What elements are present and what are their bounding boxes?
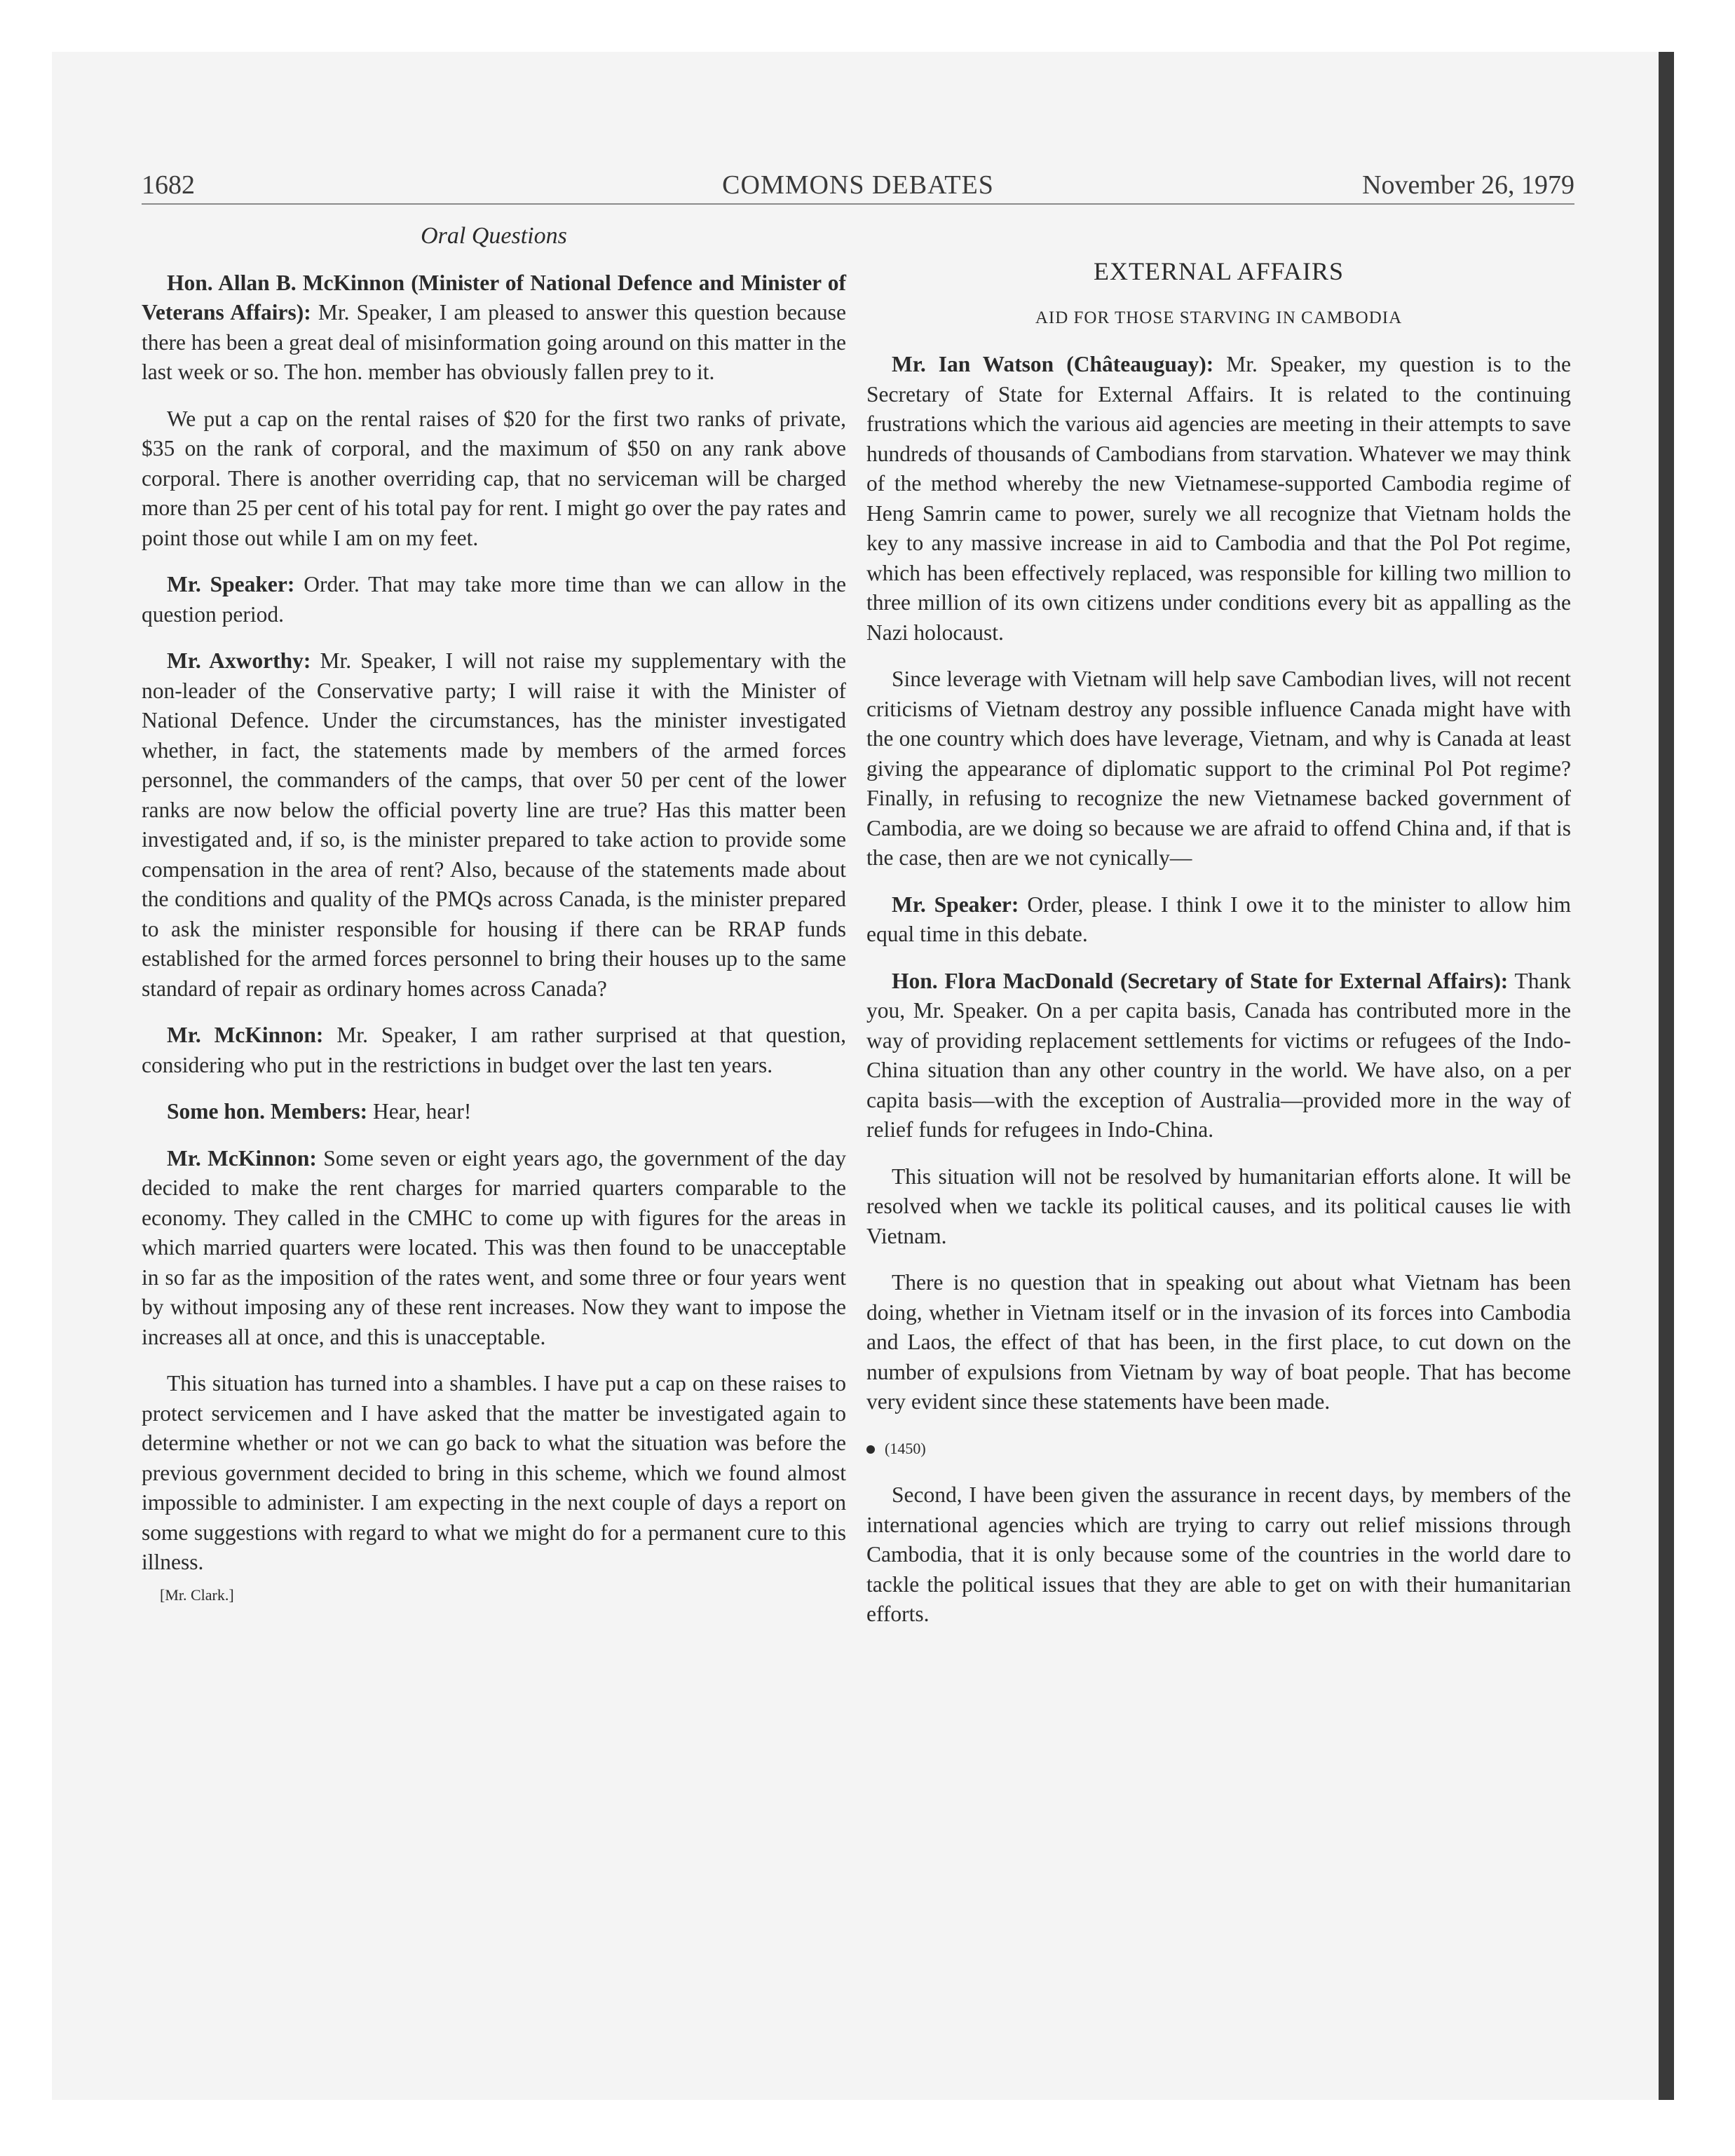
paragraph [866, 350, 1571, 648]
publication-title: COMMONS DEBATES [722, 170, 994, 200]
scan-edge-bar [1659, 52, 1674, 2100]
paragraph [142, 1144, 846, 1353]
time-marker-text: (1450) [885, 1439, 926, 1457]
publication-date: November 26, 1979 [1362, 170, 1574, 200]
paragraph [142, 570, 846, 629]
left-column [142, 221, 846, 1627]
paragraph: This situation has turned into a shambles. I have put a cap on these raises to protect servicemen and I have asked that the matter be investigated again to determine whether or not we can go back to what the situation was before the previous government decided to bring in this scheme, which we found almost impossible to administer. I am expecting in the next couple of days a report on some suggestions with regard to what we might do for a permanent cure to this illness. [142, 1371, 846, 1574]
paragraph: Since leverage with Vietnam will help save Cambodian lives, will not recent criticisms of Vietnam destroy any possible influence Canada might have with the one country which does have leverage, Vietnam, and why is Canada at least giving the appearance of diplomatic support to the criminal Pol Pot regime? Finally, in refusing to recognize the new Vietnamese backed government of Cambodia, are we doing so because we are afraid to offend China and, if that is the case, then are we not cynically— [866, 667, 1571, 870]
speaker-name: Hon. Flora MacDonald (Secretary of State for External Affairs): [892, 968, 1509, 993]
speaker-name: Mr. Speaker: [892, 892, 1019, 917]
section-subheading: AID FOR THOSE STARVING IN CAMBODIA [1035, 308, 1403, 327]
right-column [866, 257, 1571, 1646]
speech-text: Some seven or eight years ago, the government of the day decided to make the rent charges for married quarters comparable to the economy. They called in the CMHC to come up with figures for the areas in which married quarters were located. This was then found to be unacceptable in so far as the imposition of the rates went, and some three or four years went by without imposing any of these rent increases. Now they want to impose the increases all at once, and this is unacceptable. [142, 1145, 846, 1349]
speaker-name: Mr. Ian Watson (Châteauguay): [892, 352, 1214, 376]
speech-text: Hear, hear! [367, 1099, 472, 1124]
speech-text: Mr. Speaker, I will not raise my supplementary with the non-leader of the Conservative party; I will raise it with the Minister of National Defence. Under the circumstances, has the minister investigated whether, in fact, the statements made by members of the armed forces personnel, the commanders of the camps, that over 50 per cent of the lower ranks are now below the official poverty line are true? Has this matter been investigated and, if so, is the minister prepared to take action to provide some compensation in the area of rent? Also, because of the statements made about the conditions and quality of the PMQs across Canada, is the minister prepared to ask the minister responsible for housing if there can be RRAP funds established for the armed forces personnel to bring their houses up to the same standard of repair as ordinary homes across Canada? [142, 648, 846, 1001]
section-subtitle: Oral Questions [421, 223, 567, 249]
paragraph [142, 268, 846, 388]
paragraph [142, 1097, 846, 1127]
page-number: 1682 [142, 170, 195, 200]
speaker-name: Mr. Axworthy: [167, 648, 311, 673]
speaker-name: Some hon. Members: [167, 1099, 368, 1124]
paragraph: We put a cap on the rental raises of $20 for the first two ranks of private, $35 on the rank of corporal, and the maximum of $50 on any rank above corporal. There is another overriding cap, that no serviceman will be charged more than 25 per cent of his total pay for rent. I might go over the pay rates and point those out while I am on my feet. [142, 406, 846, 550]
speaker-name: Mr. McKinnon: [167, 1023, 324, 1047]
paragraph [142, 1021, 846, 1080]
speech-text: Mr. Speaker, I am rather surprised at that question, considering who put in the restrictions in budget over the last ten years. [142, 1023, 846, 1077]
bullet-icon [866, 1445, 875, 1454]
section-heading: EXTERNAL AFFAIRS [1093, 257, 1345, 285]
paragraph [142, 646, 846, 1004]
speaker-name: Mr. McKinnon: [167, 1145, 317, 1171]
time-marker [866, 1434, 1571, 1464]
speech-text: Thank you, Mr. Speaker. On a per capita basis, Canada has contributed more in the way of providing replacement settlements for victims or refugees of the Indo-China situation than any other country in the world. We have also, on a per capita basis—with the exception of Australia—provided more in the way of relief funds for refugees in Indo-China. [866, 968, 1572, 1142]
speech-text: Order. That may take more time than we can allow in the question period. [142, 572, 846, 627]
speaker-name: Mr. Speaker: [167, 572, 295, 596]
paragraph [866, 890, 1571, 950]
speech-text: Mr. Speaker, my question is to the Secretary of State for External Affairs. It is related to the continuing frustrations which the various aid agencies are meeting in their attempts to save hundreds of thousands of Cambodians from starvation. Whatever we may think of the method whereby the new Vietnamese-supported Cambodia regime of Heng Samrin came to power, surely we all recognize that Vietnam holds the key to any massive increase in aid to Cambodia and that the Pol Pot regime, which has been effectively replaced, was responsible for killing two million to three million of its own citizens under conditions every bit as appalling as the Nazi holocaust. [866, 352, 1571, 645]
paragraph: This situation will not be resolved by humanitarian efforts alone. It will be resolved when we tackle its political causes, and its political causes lie with Vietnam. [866, 1164, 1571, 1248]
paragraph [866, 967, 1571, 1145]
speech-text: Mr. Speaker, I am pleased to answer this question because there has been a great deal of misinformation going around on this matter in the last week or so. The hon. member has obviously fallen prey to it. [142, 300, 846, 384]
speaker-name: Hon. Allan B. McKinnon (Minister of National Defence and Minister of Veterans Affairs): [142, 270, 846, 325]
footnote: [Mr. Clark.] [160, 1585, 234, 1604]
paragraph: Second, I have been given the assurance in recent days, by members of the international agencies which are trying to carry out relief missions through Cambodia, that it is only because some of the countries in the world dare to tackle the political issues that they are able to get on with their humanitarian efforts. [866, 1482, 1571, 1626]
speech-text: Order, please. I think I owe it to the minister to allow him equal time in this debate. [866, 892, 1572, 946]
page-header [142, 171, 1574, 205]
paragraph: There is no question that in speaking out about what Vietnam has been doing, whether in Vietnam itself or in the invasion of its forces into Cambodia and Laos, the effect of that has been, in the first place, to cut down on the number of expulsions from Vietnam by way of boat people. That has become very evident since these statements have been made. [866, 1270, 1571, 1414]
